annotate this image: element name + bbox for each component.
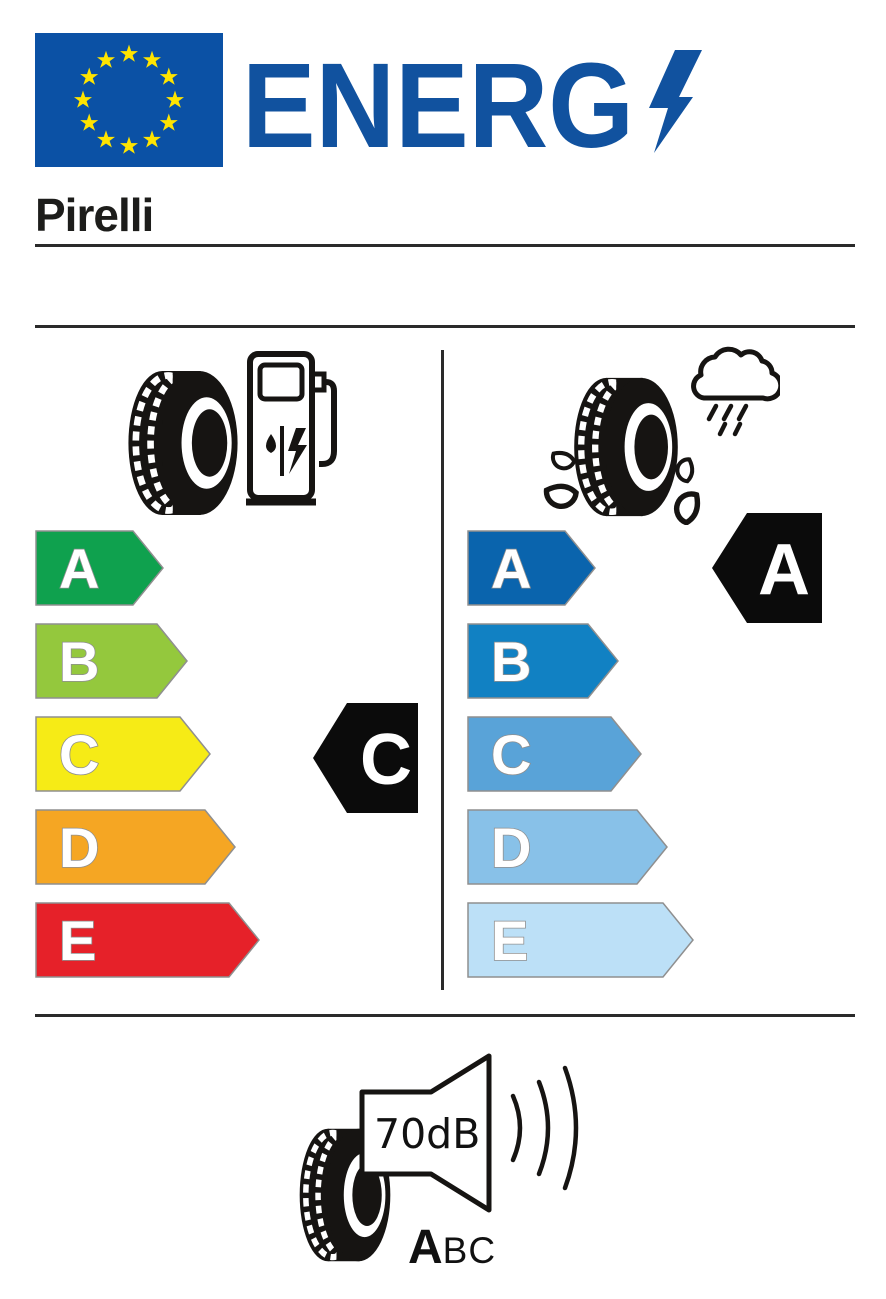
- fuel-grade-row-c: [35, 716, 211, 792]
- column-divider: [441, 350, 444, 990]
- wet-rating-letter: A: [758, 530, 810, 610]
- noise-rating-letter: A: [408, 1221, 443, 1274]
- grade-label: D: [491, 816, 532, 879]
- fuel-rating-indicator: [313, 703, 419, 813]
- wet-grade-row-b: [467, 623, 619, 699]
- energy-lightning-icon: [649, 50, 702, 153]
- noise-class-rating: [408, 1220, 496, 1275]
- speaker-icon: [358, 1048, 496, 1218]
- eu-flag: [35, 33, 223, 167]
- brand-name: Pirelli: [35, 189, 154, 241]
- grade-label: A: [59, 537, 100, 600]
- noise-db-value: 70dB: [374, 1110, 481, 1158]
- grade-label: A: [491, 537, 532, 600]
- divider-bottom: [35, 1014, 855, 1017]
- wet-grade-row-c: [467, 716, 642, 792]
- wet-grade-row-d: [467, 809, 668, 885]
- grade-label: E: [59, 909, 97, 972]
- grade-label: D: [59, 816, 100, 879]
- fuel-grade-row-e: [35, 902, 260, 978]
- wet-rating-indicator: [712, 513, 823, 623]
- sound-waves-icon: [505, 1058, 595, 1198]
- fuel-rating-letter: C: [360, 720, 412, 800]
- fuel-grade-row-a: [35, 530, 164, 606]
- grade-label: C: [59, 723, 100, 786]
- energy-logo: [240, 45, 720, 165]
- grade-label: B: [491, 630, 532, 693]
- grade-label: E: [491, 909, 529, 972]
- grade-label: C: [491, 723, 532, 786]
- divider-top: [35, 244, 855, 247]
- rain-cloud-icon: [680, 346, 780, 438]
- tire-icon: [124, 368, 242, 518]
- divider-middle: [35, 325, 855, 328]
- fuel-grade-row-b: [35, 623, 188, 699]
- water-splash-icon: [536, 450, 711, 525]
- fuel-pump-icon: [246, 350, 338, 522]
- wet-grade-row-e: [467, 902, 694, 978]
- noise-remaining-classes: BC: [442, 1230, 497, 1271]
- wet-grade-row-a: [467, 530, 596, 606]
- grade-label: B: [59, 630, 100, 693]
- fuel-grade-row-d: [35, 809, 236, 885]
- energy-logo-text: ENERG: [242, 45, 634, 165]
